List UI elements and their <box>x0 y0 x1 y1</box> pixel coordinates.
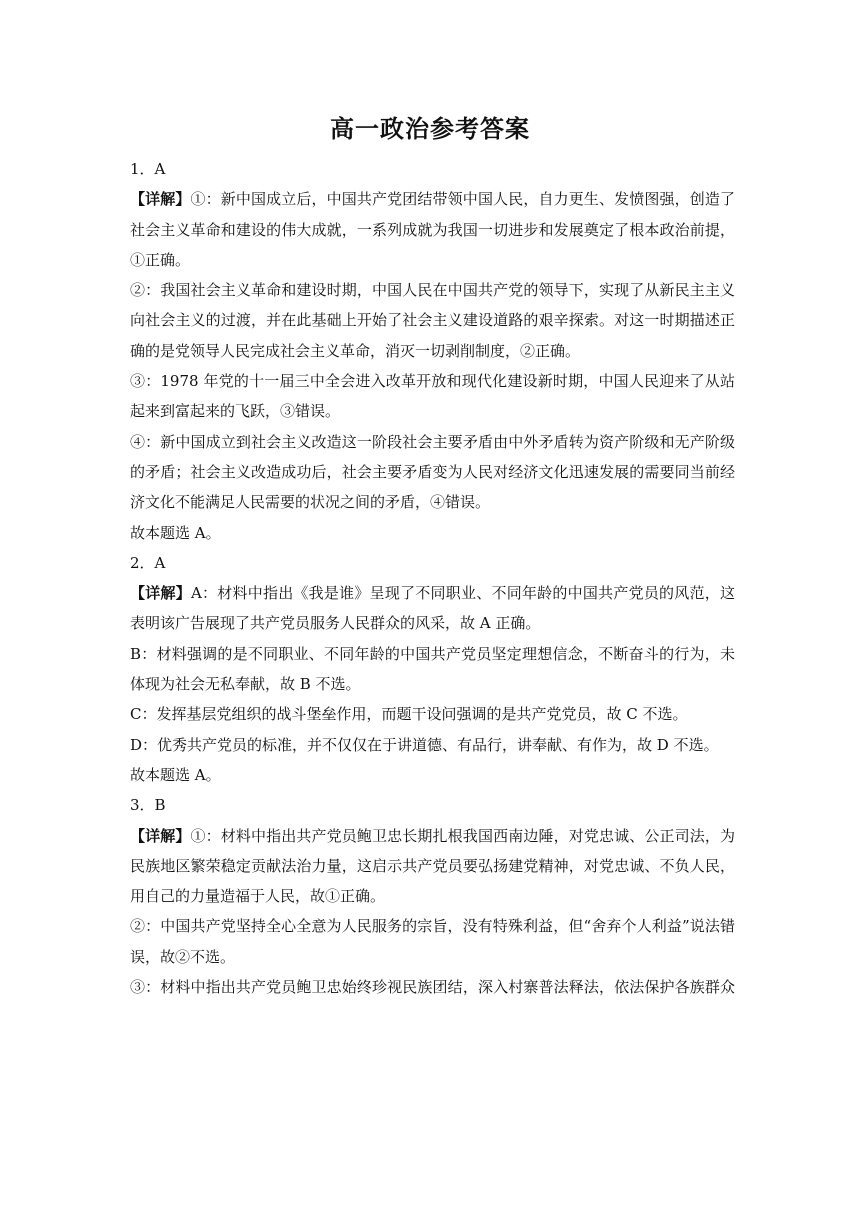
text-line: ②：我国社会主义革命和建设时期，中国人民在中国共产党的领导下，实现了从新民主主义 <box>130 281 735 300</box>
text-line: 社会主义革命和建设的伟大成就，一系列成就为我国一切进步和发展奠定了根本政治前提， <box>130 220 735 239</box>
text-line <box>130 184 735 214</box>
text-line: 表明该广告展现了共产党员服务人民群众的风采，故 A 正确。 <box>130 614 541 633</box>
text-line: ③：材料中指出共产党员鲍卫忠始终珍视民族团结，深入村寨普法释法，依法保护各族群众 <box>130 978 735 997</box>
text-line: 起来到富起来的飞跃，③错误。 <box>130 402 341 421</box>
document-body <box>130 154 735 1002</box>
detail-label: 【详解】 <box>130 826 191 845</box>
text-line-body: A：材料中指出《我是谁》呈现了不同职业、不同年龄的中国共产党员的风范，这 <box>190 584 735 603</box>
text-line-body: ①：新中国成立后，中国共产党团结带领中国人民，自力更生、发愤图强，创造了 <box>190 190 735 209</box>
text-line: 1．A <box>130 160 166 178</box>
text-line: D：优秀共产党员的标准，并不仅仅在于讲道德、有品行，讲奉献、有作为，故 D 不选。 <box>130 735 719 754</box>
text-line: C：发挥基层党组织的战斗堡垒作用，而题干设问强调的是共产党党员，故 C 不选。 <box>130 705 688 724</box>
text-line: ①正确。 <box>130 250 191 269</box>
text-line: 济文化不能满足人民需要的状况之间的矛盾，④错误。 <box>130 493 491 512</box>
text-line: 2．A <box>130 553 166 572</box>
text-line: 故本题选 A。 <box>130 765 221 784</box>
text-line <box>130 578 735 608</box>
document-title: 高一政治参考答案 <box>330 114 530 143</box>
text-line: 向社会主义的过渡，并在此基础上开始了社会主义建设道路的艰辛探索。对这一时期描述正 <box>130 311 735 330</box>
text-line: 3．B <box>130 796 166 815</box>
detail-label: 【详解】 <box>130 190 191 209</box>
text-line: ②：中国共产党坚持全心全意为人民服务的宗旨，没有特殊利益，但“舍弃个人利益”说法错 <box>130 917 735 936</box>
text-line: 体现为社会无私奉献，故 B 不选。 <box>130 675 361 694</box>
detail-label: 【详解】 <box>130 584 191 603</box>
text-line: 故本题选 A。 <box>130 523 221 542</box>
text-line: ③：1978 年党的十一届三中全会进入改革开放和现代化建设新时期，中国人民迎来了从站 <box>130 372 735 391</box>
text-line: 确的是党领导人民完成社会主义革命，消灭一切剥削制度，②正确。 <box>130 341 581 360</box>
text-line-body: ①：材料中指出共产党员鲍卫忠长期扎根我国西南边陲，对党忠诚、公正司法，为 <box>190 826 735 845</box>
text-line: ④：新中国成立到社会主义改造这一阶段社会主要矛盾由中外矛盾转为资产阶级和无产阶级 <box>130 432 735 451</box>
text-line: 用自己的力量造福于人民，故①正确。 <box>130 887 386 906</box>
text-line: 误，故②不选。 <box>130 947 236 966</box>
text-line: 民族地区繁荣稳定贡献法治力量，这启示共产党员要弘扬建党精神，对党忠诚、不负人民， <box>130 856 735 875</box>
text-line: B：材料强调的是不同职业、不同年龄的中国共产党员坚定理想信念，不断奋斗的行为，未 <box>130 644 735 663</box>
text-line <box>130 821 735 851</box>
text-line: 的矛盾；社会主义改造成功后，社会主要矛盾变为人民对经济文化迅速发展的需要同当前经 <box>130 462 735 481</box>
